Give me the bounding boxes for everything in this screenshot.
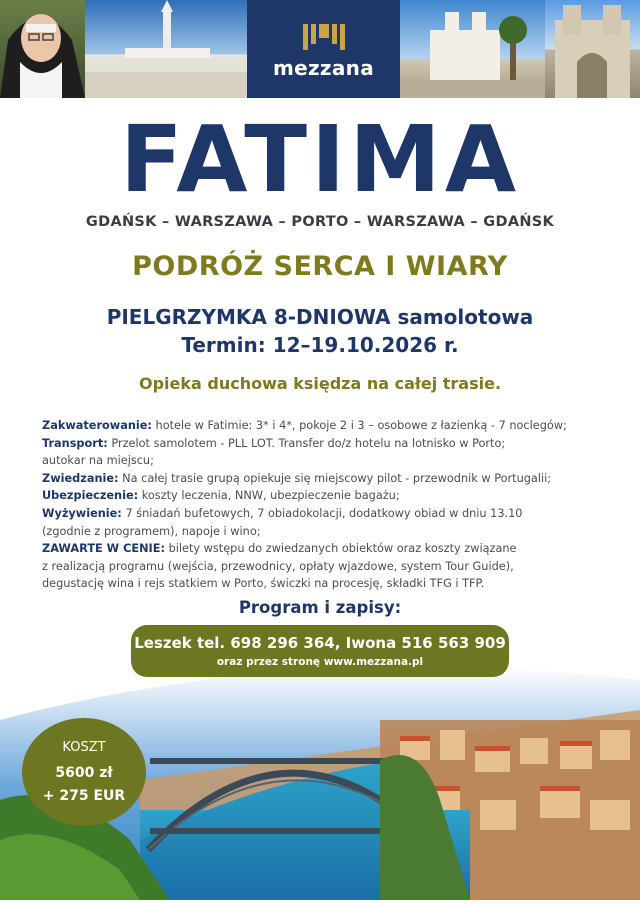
detail-label: Zwiedzanie:	[42, 471, 119, 485]
brand-name: mezzana	[272, 56, 375, 80]
detail-label: Ubezpieczenie:	[42, 489, 139, 503]
contact-banner	[131, 625, 509, 677]
fatima-basilica-photo	[85, 0, 247, 98]
detail-text: 7 śniadań bufetowych, 7 obiadokolacji, dodatkowy obiad w dniu 13.10	[125, 506, 523, 520]
subtitle: PODRÓŻ SERCA I WIARY	[132, 251, 508, 282]
detail-text: Na całej trasie grupą opiekuje się miejscowy pilot - przewodnik w Portugalii;	[122, 471, 552, 485]
detail-meals	[42, 505, 622, 523]
detail-label: Wyżywienie:	[42, 506, 122, 520]
trip-details	[42, 417, 622, 593]
detail-accommodation	[42, 417, 622, 435]
detail-transport	[42, 435, 622, 453]
website-link[interactable]: oraz przez stronę www.mezzana.pl	[216, 656, 424, 668]
cost-eur: + 275 EUR	[42, 788, 126, 804]
brand-logo-icon	[301, 22, 347, 52]
program-title: Program i zapisy:	[238, 598, 402, 617]
detail-label: Transport:	[42, 436, 108, 450]
detail-text: koszty leczenia, NNW, ubezpieczenie bagażu;	[141, 489, 400, 503]
cost-badge	[22, 718, 146, 826]
detail-text: bilety wstępu do zwiedzanych obiektów oraz koszty związane	[168, 542, 517, 556]
trip-dates: Termin: 12–19.10.2026 r.	[181, 333, 459, 357]
nun-portrait-photo	[0, 0, 85, 98]
page-title: FATIMA	[119, 106, 521, 213]
spiritual-care-note: Opieka duchowa księdza na całej trasie.	[138, 374, 502, 393]
trip-type: PIELGRZYMKA 8-DNIOWA samolotowa	[106, 305, 534, 329]
contact-phones: Leszek tel. 698 296 364, Iwona 516 563 909	[134, 634, 506, 652]
route-line: GDAŃSK – WARSZAWA – PORTO – WARSZAWA – GDAŃSK	[85, 214, 555, 230]
detail-transport-cont: autokar na miejscu;	[42, 454, 154, 468]
cost-label: KOSZT	[62, 740, 106, 755]
detail-included-cont: z realizacją programu (wejścia, przewodnicy, opłaty wjazdowe, system Tour Guide),	[42, 559, 514, 573]
nazare-church-photo	[400, 0, 545, 98]
detail-meals-cont: (zgodnie z programem), napoje i wino;	[42, 524, 261, 538]
detail-label: Zakwaterowanie:	[42, 419, 152, 432]
detail-label: ZAWARTE W CENIE:	[42, 542, 165, 556]
detail-insurance	[42, 487, 622, 505]
detail-included-cont2: degustację wina i rejs statkiem w Porto, świczki na procesję, składki TFG i TFP.	[42, 577, 485, 591]
brand-logo-box	[247, 0, 400, 98]
header-photo-strip	[0, 0, 640, 98]
detail-included	[42, 540, 622, 558]
cost-pln: 5600 zł	[55, 765, 113, 781]
detail-text: hotele w Fatimie: 3* i 4*, pokoje 2 i 3 – osobowe z łazienką - 7 noclegów;	[155, 419, 567, 432]
detail-text: Przelot samolotem - PLL LOT. Transfer do/z hotelu na lotnisko w Porto;	[111, 436, 506, 450]
batalha-monastery-photo	[545, 0, 640, 98]
detail-sightseeing	[42, 470, 622, 488]
